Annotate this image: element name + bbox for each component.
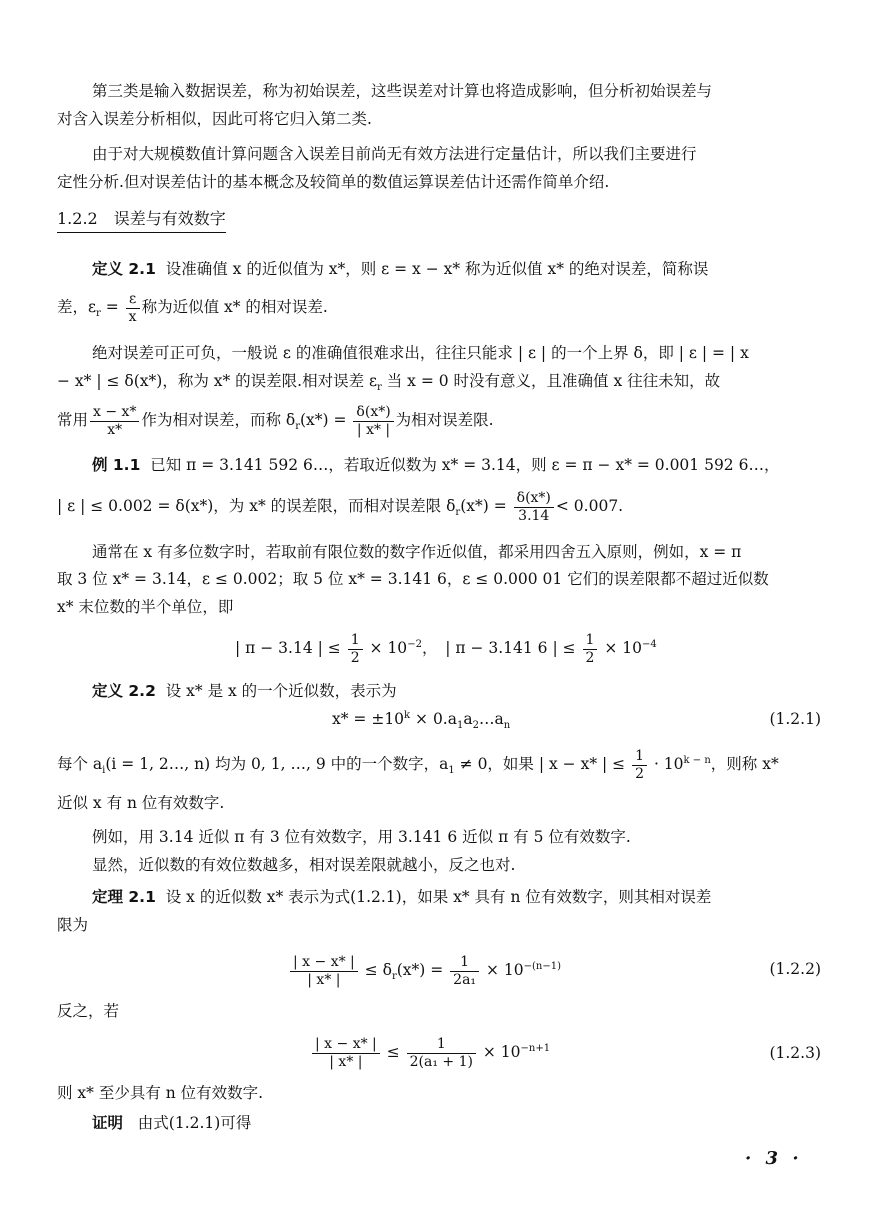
rounding-line3: x* 末位数的半个单位，即 bbox=[57, 598, 234, 616]
fraction-relative-bound bbox=[353, 404, 393, 439]
def22-l2-sup: k − n bbox=[683, 754, 711, 766]
frac-numerator: δ(x*) bbox=[353, 404, 393, 422]
fraction-half-2 bbox=[583, 632, 598, 667]
paragraph-initial-error-line1: 第三类是输入数据误差，称为初始误差，这些误差对计算也将造成影响，但分析初始误差与 bbox=[92, 82, 713, 100]
def22-l2-c: ≠ 0，如果 | x − x* | ≤ bbox=[454, 755, 631, 773]
fraction-relative-error-alt bbox=[90, 404, 139, 439]
equation-1-2-1 bbox=[332, 708, 510, 730]
abs-error-l3-b: 作为相对误差，而称 δ bbox=[141, 411, 296, 429]
theorem-2-1-label: 定理 2.1 bbox=[92, 888, 156, 906]
rounding-line2: 取 3 位 x* = 3.14，ε ≤ 0.002；取 5 位 x* = 3.141 6，ε ≤ 0.000 01 它们的误差限都不超过近似数 bbox=[57, 570, 769, 588]
frac-numerator: ε bbox=[126, 291, 140, 309]
abs-error-line3 bbox=[57, 398, 827, 446]
frac-numerator: x − x* bbox=[90, 404, 139, 422]
frac-numerator: | x − x* | bbox=[290, 954, 358, 972]
frac-denominator: | x* | bbox=[356, 421, 391, 438]
definition-2-1-line1 bbox=[92, 258, 827, 280]
frac-numerator: 1 bbox=[407, 1036, 476, 1054]
frac-numerator: 1 bbox=[632, 748, 647, 766]
frac-denominator: 2 bbox=[635, 765, 645, 782]
def22-l2-e: ，则称 x* bbox=[710, 755, 779, 773]
definition-2-1-line2 bbox=[57, 290, 827, 326]
proof-label: 证明 bbox=[92, 1114, 124, 1132]
eq-pi-a: | π − 3.14 | ≤ bbox=[235, 639, 346, 657]
definition-2-2-text: 设 x* 是 x 的一个近似数，表示为 bbox=[165, 682, 397, 700]
eq121-subn: n bbox=[503, 720, 511, 732]
eq122-c: × 10 bbox=[481, 961, 524, 979]
fraction-relative-abs-2 bbox=[312, 1036, 380, 1071]
def22-l2-a: 每个 a bbox=[57, 755, 103, 773]
frac-denominator: 2 bbox=[585, 649, 595, 666]
fraction-relative-error bbox=[126, 291, 140, 326]
fraction-one-over-2a1 bbox=[450, 954, 479, 989]
eq122-a: ≤ δ bbox=[359, 961, 392, 979]
paragraph-initial-error-line2: 对含入误差分析相似，因此可将它归入第二类. bbox=[57, 110, 372, 128]
frac-numerator: 1 bbox=[348, 632, 363, 650]
eq121-sub1: 1 bbox=[456, 720, 464, 732]
ex11-sub: r bbox=[455, 507, 461, 519]
statement-more-digits: 显然，近似数的有效位数越多，相对误差限就越小，反之也对. bbox=[92, 856, 516, 874]
eq-pi-d: × 10 bbox=[599, 639, 643, 657]
example-1-1-line1 bbox=[92, 454, 827, 476]
frac-denominator: 2(a₁ + 1) bbox=[409, 1053, 473, 1070]
abs-error-l2-a: − x* | ≤ δ(x*)，称为 x* 的误差限.相对误差 ε bbox=[57, 372, 378, 390]
frac-numerator: | x − x* | bbox=[312, 1036, 380, 1054]
abs-error-l3-d: 为相对误差限. bbox=[395, 411, 494, 429]
equation-number-1-2-2: (1.2.2) bbox=[769, 960, 821, 978]
frac-denominator: x bbox=[128, 308, 137, 325]
frac-denominator: x* bbox=[107, 421, 123, 438]
eq122-sub: r bbox=[391, 971, 397, 983]
frac-numerator: 1 bbox=[450, 954, 479, 972]
def22-l2-b: (i = 1, 2…, n) 均为 0, 1, …, 9 中的一个数字，a bbox=[105, 755, 449, 773]
abs-error-line1: 绝对误差可正可负，一般说 ε 的准确值很难求出，往往只能求 | ε | 的一个上界 δ，即 | ε | = | x bbox=[92, 344, 749, 362]
abs-error-l3-sub: r bbox=[295, 421, 300, 433]
def21-sub: r bbox=[96, 308, 101, 320]
example-1-1-text: 已知 π = 3.141 592 6…，若取近似数为 x* = 3.14，则 ε = π − x* = 0.001 592 6…， bbox=[150, 456, 780, 474]
def21-prefix: 差，ε bbox=[57, 298, 97, 316]
frac-numerator: δ(x*) bbox=[514, 490, 554, 508]
frac-denominator: 2a₁ bbox=[453, 971, 477, 988]
eq121-a: x* = ±10 bbox=[332, 710, 405, 728]
def21-suffix: 称为近似值 x* 的相对误差. bbox=[141, 298, 328, 316]
proof-line bbox=[92, 1112, 827, 1134]
example-significant-digits: 例如，用 3.14 近似 π 有 3 位有效数字，用 3.141 6 近似 π 有 5 位有效数字. bbox=[92, 828, 631, 846]
definition-2-2-line3: 近似 x 有 n 位有效数字. bbox=[57, 794, 225, 812]
theorem-conclusion-line: 则 x* 至少具有 n 位有效数字. bbox=[57, 1084, 264, 1102]
abs-error-sub: r bbox=[377, 382, 382, 392]
definition-2-2-line2 bbox=[57, 744, 827, 786]
equation-1-2-2 bbox=[288, 948, 561, 992]
equation-pi-bounds bbox=[235, 626, 657, 670]
equation-1-2-3 bbox=[310, 1030, 550, 1074]
eq121-d: …a bbox=[478, 710, 504, 728]
section-number: 1.2.2 bbox=[57, 209, 98, 228]
eq121-sup: k bbox=[404, 709, 411, 721]
eq123-a: ≤ bbox=[381, 1043, 405, 1061]
fraction-relative-abs bbox=[290, 954, 358, 989]
def22-l2-sub1: 1 bbox=[448, 765, 455, 777]
abs-error-l2-b: 当 x = 0 时没有意义，且准确值 x 往往未知，故 bbox=[381, 372, 721, 390]
ex11-l2-a: | ε | ≤ 0.002 = δ(x*)，为 x* 的误差限，而相对误差限 δ bbox=[57, 497, 456, 515]
fraction-half bbox=[348, 632, 363, 667]
theorem-2-1-text: 设 x 的近似数 x* 表示为式(1.2.1)，如果 x* 具有 n 位有效数字，则其相对误差 bbox=[165, 888, 712, 906]
eq-pi-b: × 10 bbox=[364, 639, 408, 657]
proof-text: 由式(1.2.1)可得 bbox=[137, 1114, 252, 1132]
eq123-b: × 10 bbox=[477, 1043, 521, 1061]
abs-error-l3-c: (x*) = bbox=[299, 411, 352, 429]
page-number: · 3 · bbox=[745, 1148, 803, 1169]
equation-number-1-2-3: (1.2.3) bbox=[769, 1044, 821, 1062]
example-1-1-line2 bbox=[57, 484, 827, 532]
definition-2-1-label: 定义 2.1 bbox=[92, 260, 156, 278]
eq122-b: (x*) = bbox=[396, 961, 449, 979]
definition-2-1-text: 设准确值 x 的近似值为 x*，则 ε = x − x* 称为近似值 x* 的绝对误差，简称误 bbox=[165, 260, 709, 278]
theorem-2-1-line2: 限为 bbox=[57, 916, 89, 934]
fraction-example-bound bbox=[514, 490, 554, 525]
def22-l2-d: · 10 bbox=[649, 755, 684, 773]
def22-l2-sub: i bbox=[102, 765, 106, 777]
frac-denominator: 2 bbox=[350, 649, 360, 666]
eq-pi-d-sup: −4 bbox=[642, 638, 657, 650]
conversely-line: 反之，若 bbox=[57, 1002, 120, 1020]
ex11-l2-b: (x*) = bbox=[460, 497, 512, 515]
rounding-line1: 通常在 x 有多位数字时，若取前有限位数的数字作近似值，都采用四舍五入原则，例如，x = π bbox=[92, 543, 742, 561]
eq121-sub2: 2 bbox=[472, 720, 479, 732]
frac-numerator: 1 bbox=[583, 632, 598, 650]
definition-2-2-label: 定义 2.2 bbox=[92, 682, 156, 700]
fraction-half-3 bbox=[632, 748, 647, 783]
eq123-sup: −n+1 bbox=[520, 1042, 551, 1054]
eq121-b: × 0.a bbox=[410, 710, 457, 728]
eq122-sup: −(n−1) bbox=[523, 960, 561, 972]
paragraph-rounding-line1: 由于对大规模数值计算问题含入误差目前尚无有效方法进行定量估计，所以我们主要进行 bbox=[92, 145, 697, 163]
theorem-2-1-line1 bbox=[92, 886, 827, 908]
frac-denominator: 3.14 bbox=[518, 507, 550, 524]
frac-denominator: | x* | bbox=[307, 971, 341, 988]
eq121-c: a bbox=[463, 710, 473, 728]
eq-pi-c: ， | π − 3.141 6 | ≤ bbox=[421, 639, 581, 657]
example-1-1-label: 例 1.1 bbox=[92, 456, 141, 474]
section-title: 误差与有效数字 bbox=[113, 209, 226, 228]
ex11-l2-c: < 0.007. bbox=[555, 497, 624, 515]
abs-error-l3-a: 常用 bbox=[57, 411, 89, 429]
frac-denominator: | x* | bbox=[329, 1053, 363, 1070]
eq-pi-b-sup: −2 bbox=[407, 638, 422, 650]
section-heading bbox=[57, 208, 226, 233]
equation-number-1-2-1: (1.2.1) bbox=[769, 710, 821, 728]
abs-error-line2 bbox=[57, 370, 827, 392]
fraction-one-over-2a1-plus-1 bbox=[407, 1036, 476, 1071]
def21-eq: = bbox=[100, 298, 124, 316]
paragraph-rounding-line2: 定性分析.但对误差估计的基本概念及较简单的数值运算误差估计还需作简单介绍. bbox=[57, 173, 610, 191]
definition-2-2-line1 bbox=[92, 680, 827, 702]
